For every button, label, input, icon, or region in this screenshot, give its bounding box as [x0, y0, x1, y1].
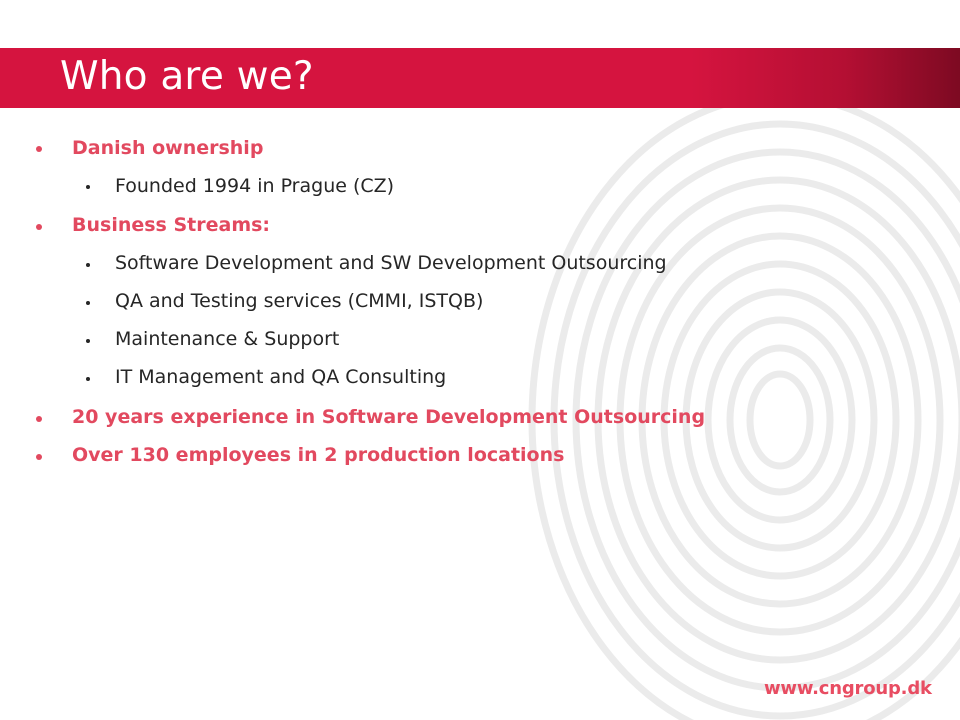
footer-website-link[interactable]: www.cngroup.dk	[764, 678, 932, 699]
sub-bullet-dot	[86, 377, 90, 381]
sub-bullet-dot	[86, 185, 90, 189]
bullet-item: Over 130 employees in 2 production locations	[72, 444, 565, 466]
sub-bullet-item: Maintenance & Support	[115, 328, 340, 350]
sub-bullet-item: IT Management and QA Consulting	[115, 366, 447, 388]
sub-bullet-dot	[86, 263, 90, 267]
sub-bullet-item: Founded 1994 in Prague (CZ)	[115, 175, 395, 197]
slide-title: Who are we?	[60, 54, 314, 99]
bullet-item: 20 years experience in Software Development Outsourcing	[72, 406, 706, 428]
sub-bullet-item: Software Development and SW Development Outsourcing	[115, 252, 667, 274]
sub-bullet-dot	[86, 301, 90, 305]
bullet-item: Business Streams:	[72, 214, 271, 236]
bullet-dot	[36, 146, 42, 152]
sub-bullet-item: QA and Testing services (CMMI, ISTQB)	[115, 290, 484, 312]
bullet-item: Danish ownership	[72, 137, 264, 159]
sub-bullet-dot	[86, 339, 90, 343]
bullet-dot	[36, 454, 42, 460]
bullet-dot	[36, 416, 42, 422]
bullet-dot	[36, 224, 42, 230]
